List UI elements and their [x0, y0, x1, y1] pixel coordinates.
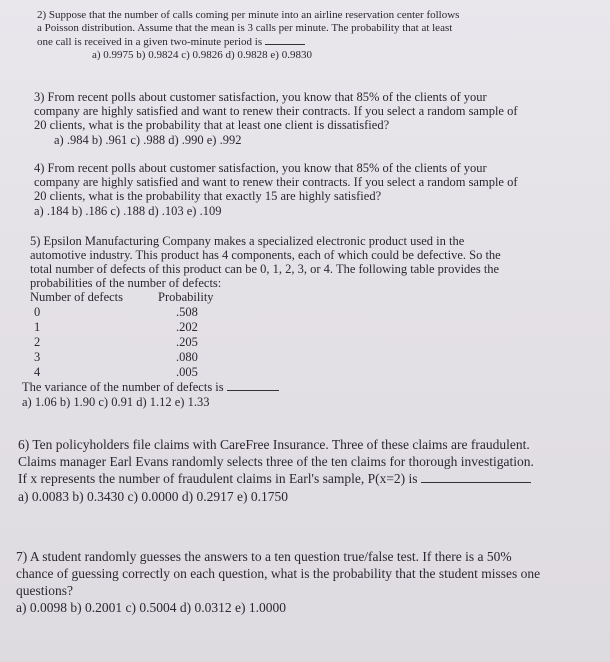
question-5-line-4: probabilities of the number of defects: [30, 276, 222, 290]
question-2-options: a) 0.9975 b) 0.9824 c) 0.9826 d) 0.9828 e) 0.9830 [92, 49, 312, 61]
question-4-line-2: company are highly satisfied and want to renew their contracts. If you select a random sample of [34, 175, 518, 189]
question-7-line-2: chance of guessing correctly on each question, what is the probability that the student misses one [16, 566, 541, 581]
table-cell: 0 [34, 305, 41, 319]
question-7-line-3: questions? [16, 583, 73, 598]
table-cell: .005 [176, 365, 198, 379]
question-4-line-3: 20 clients, what is the probability that exactly 15 are highly satisfied? [34, 189, 382, 203]
question-5-line-2: automotive industry. This product has 4 components, each of which could be defective. So the [30, 248, 501, 262]
question-4-options: a) .184 b) .186 c) .188 d) .103 e) .109 [34, 204, 222, 218]
question-2-line-1: 2) Suppose that the number of calls coming per minute into an airline reservation center follows [37, 9, 460, 21]
answer-blank [227, 380, 279, 391]
question-6-line-1: 6) Ten policyholders file claims with CareFree Insurance. Three of these claims are fraudulent. [18, 437, 530, 452]
table-cell: .508 [176, 305, 198, 319]
question-7-line-1: 7) A student randomly guesses the answers to a ten question true/false test. If there is a 50% [16, 549, 512, 564]
table-header-probability: Probability [158, 290, 214, 304]
question-5-prompt: The variance of the number of defects is [22, 380, 224, 394]
question-3-line-2: company are highly satisfied and want to renew their contracts. If you select a random sample of [34, 104, 518, 118]
question-5-line-3: total number of defects of this product can be 0, 1, 2, 3, or 4. The following table provides the [30, 262, 500, 276]
question-6-line-2: Claims manager Earl Evans randomly selects three of the ten claims for thorough investigation. [18, 454, 534, 469]
question-3-line-1: 3) From recent polls about customer satisfaction, you know that 85% of the clients of your [34, 90, 487, 104]
table-header-defects: Number of defects [30, 290, 124, 304]
answer-blank [421, 472, 531, 483]
question-6-options: a) 0.0083 b) 0.3430 c) 0.0000 d) 0.2917 e) 0.1750 [18, 489, 288, 504]
question-2-line-2: a Poisson distribution. Assume that the mean is 3 calls per minute. The probability that at least [37, 22, 453, 34]
question-4-line-1: 4) From recent polls about customer satisfaction, you know that 85% of the clients of your [34, 161, 487, 175]
question-5-options: a) 1.06 b) 1.90 c) 0.91 d) 1.12 e) 1.33 [22, 395, 210, 409]
table-cell: .202 [176, 320, 198, 334]
table-cell: .205 [176, 335, 198, 349]
question-3-line-3: 20 clients, what is the probability that at least one client is dissatisfied? [34, 118, 390, 132]
table-cell: 2 [34, 335, 41, 349]
question-5-line-1: 5) Epsilon Manufacturing Company makes a specialized electronic product used in the [30, 234, 465, 248]
table-cell: .080 [176, 350, 198, 364]
answer-blank [265, 34, 305, 45]
table-cell: 1 [34, 320, 41, 334]
question-3-options: a) .984 b) .961 c) .988 d) .990 e) .992 [54, 133, 242, 147]
table-cell: 4 [34, 365, 41, 379]
question-6-line-3: If x represents the number of fraudulent claims in Earl's sample, P(x=2) is [18, 471, 418, 486]
question-7-options: a) 0.0098 b) 0.2001 c) 0.5004 d) 0.0312 e) 1.0000 [16, 600, 286, 615]
table-cell: 3 [34, 350, 41, 364]
question-2-line-3: one call is received in a given two-minute period is [37, 36, 263, 48]
